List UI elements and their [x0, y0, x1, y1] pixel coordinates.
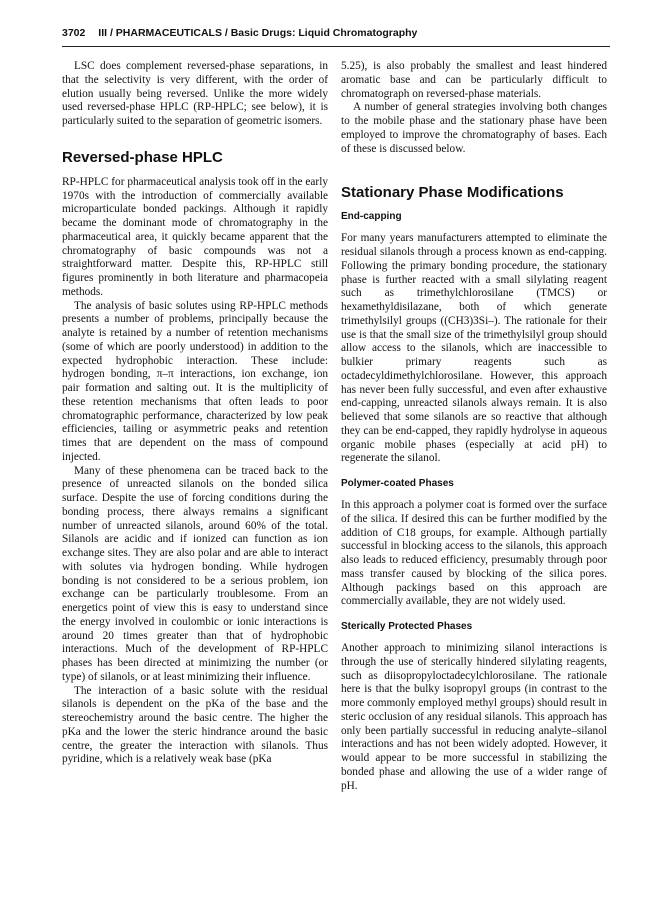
paragraph-pka-interaction: The interaction of a basic solute with the residual silanols is dependent on the pKa of the base and the stereochemistry around the basic centre. The higher the pKa and the lower the steric hindrance around the basic centre, the greater the interaction with silanols. Thus pyridine, which is a relatively weak base (pKa	[62, 684, 328, 766]
header-rule	[62, 46, 610, 47]
heading-polymer-coated: Polymer-coated Phases	[341, 478, 454, 489]
left-column	[62, 60, 328, 767]
paragraph-rphplc-history: RP-HPLC for pharmaceutical analysis took off in the early 1970s with the introduction of commercially available microparticulate bonded packings. Although it rapidly became the dominant mode of chromatography in the pharmaceutical area, it quickly became apparent that the chromatography of basic compounds was not a straightforward matter. Despite this, RP-HPLC still figures prominently in both literature and pharmacopeia methods.	[62, 175, 328, 298]
paragraph-lsc-intro: LSC does complement reversed-phase separations, in that the selectivity is very different, with the order of elution usually being reversed. Unlike the more widely used reversed-phase HPLC (RP-HPLC; see below), it is particularly suited to the separation of geometric isomers.	[62, 60, 328, 127]
right-column	[341, 60, 607, 793]
paragraph-polymer-coated: In this approach a polymer coat is formed over the surface of the silica. If desired this can be further modified by the addition of C18 groups, for example. Although partially successful in blocking access to the silanols, this approach also leads to reduced efficiency, presumably through poor mass transfer caused by blocking of the silica pores. Although packings based on this approach are commercially available, they are not widely used.	[341, 499, 607, 608]
page-number: 3702	[62, 27, 86, 39]
paragraph-general-strategies: A number of general strategies involving both changes to the mobile phase and the stationary phase have been employed to improve the chromatography of bases. Each of these is discussed below.	[341, 101, 607, 155]
paragraph-end-capping: For many years manufacturers attempted to eliminate the residual silanols through a process known as end-capping. Following the primary bonding procedure, the stationary phase is further reacted with a small silylating reagent such as trimethylchlorosilane (TMCS) or hexamethyldisilazane, both of which generate trimethylsilyl groups ((CH3)3Si–). The rationale for their use is that the small size of the trimethylsilyl group should allow access to the silanols, which are inaccessible to bulkier primary reagents such as octadecyldimethylchlorosilane. However, this approach has never been fully successful, and even after exhaustive end-capping, unreacted silanols always remain. It is also believed that some silanols are so reactive that although they can be end-capped, they rapidly hydrolyse in aqueous organic mobile phases (especially at acid pH) to regenerate the silanol.	[341, 232, 607, 465]
paragraph-pyridine-cont: 5.25), is also probably the smallest and least hindered aromatic base and can be particularly difficult to chromatograph on reversed-phase materials.	[341, 60, 607, 100]
running-header	[62, 27, 610, 39]
paragraph-silanols: Many of these phenomena can be traced back to the presence of unreacted silanols on the bonded silica surface. Despite the use of forcing conditions during the bonding process, there always remains a significant number of unreacted silanols, around 60% of the total. Silanols are acidic and if ionized can function as ion exchange sites. They are also polar and are able to interact with solutes via hydrogen bonding. While hydrogen bonding is not considered to be a serious problem, ion exchange can be particularly troublesome. From an energetics point of view this is easy to understand since the energy involved in coulombic or ionic interactions is around 20 times greater than that of hydrophobic interactions. Much of the development of RP-HPLC phases has been directed at minimizing the number (or type) of silanols, or at least minimizing their influence.	[62, 464, 328, 683]
heading-sterically-protected: Sterically Protected Phases	[341, 621, 473, 632]
running-title: III / PHARMACEUTICALS / Basic Drugs: Liquid Chromatography	[98, 27, 418, 39]
paragraph-basic-solutes: The analysis of basic solutes using RP-HPLC methods presents a number of problems, principally because the analyte is retained by a number of retention mechanisms (some of which are poorly understood) in addition to the expected hydrophobic interaction. These include: hydrogen bonding, π–π interactions, ion exchange, ion pair formation and salting out. It is the multiplicity of these retention mechanisms that often leads to poor chromatographic performance, characterized by low peak efficiencies, tailing or asymmetric peaks and retention times that are dependent on the mass of compound injected.	[62, 299, 328, 463]
heading-end-capping: End-capping	[341, 211, 402, 223]
paragraph-sterically-protected: Another approach to minimizing silanol interactions is through the use of sterically hindered silylating reagents, such as diisopropyloctadecylchlorosilane. The rationale here is that the bulky isopropyl groups (in contrast to the more commonly employed methyl groups) should result in steric occlusion of any residual silanols. This approach has only been partially successful in reducing analyte–silanol interactions and has not been widely adopted. However, it would appear to be more successful in stabilizing the bonded phase and allowing the use of a wider range of pH.	[341, 642, 607, 792]
heading-stationary-phase: Stationary Phase Modifications	[341, 184, 564, 202]
heading-reversed-phase-hplc: Reversed-phase HPLC	[62, 148, 223, 166]
